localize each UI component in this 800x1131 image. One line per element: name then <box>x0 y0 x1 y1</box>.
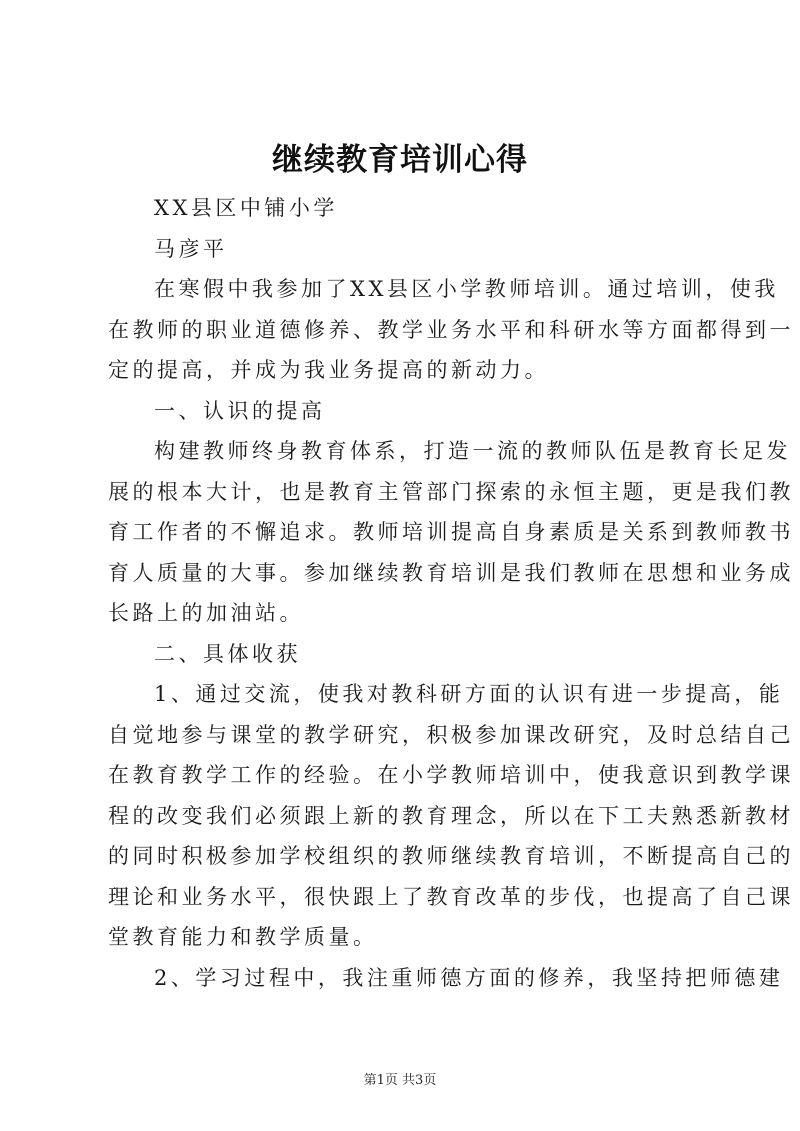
text-line: 的同时积极参加学校组织的教师继续教育培训，不断提高自己的 <box>108 844 794 868</box>
text-line: 在教师的职业道德修养、教学业务水平和科研水等方面都得到一 <box>108 317 794 342</box>
text-line: 一、认识的提高 <box>154 398 326 423</box>
text-line: 2、学习过程中，我注重师德方面的修养，我坚持把师德建 <box>154 965 784 990</box>
text-line: 在寒假中我参加了XX县区小学教师培训。通过培训，使我 <box>154 277 779 301</box>
document-title: 继续教育培训心得 <box>272 142 528 178</box>
text-line: 二、具体收获 <box>154 641 301 666</box>
text-line: 理论和业务水平，很快跟上了教育改革的步伐，也提高了自己课 <box>108 884 794 909</box>
page-footer: 第1页 共3页 <box>363 1073 437 1088</box>
text-line: 育工作者的不懈追求。教师培训提高自身素质是关系到教师教书 <box>108 520 794 544</box>
text-line: 堂教育能力和教学质量。 <box>108 925 378 949</box>
text-line: 定的提高，并成为我业务提高的新动力。 <box>108 358 549 382</box>
text-line: 构建教师终身教育体系，打造一流的教师队伍是教育长足发 <box>154 439 791 463</box>
text-line: 在教育教学工作的经验。在小学教师培训中，使我意识到教学课 <box>108 763 794 787</box>
text-line: 程的改变我们必须跟上新的教育理念，所以在下工夫熟悉新教材 <box>108 803 794 828</box>
text-line: 长路上的加油站。 <box>108 601 304 625</box>
document-body <box>108 188 794 998</box>
text-line: XX县区中铺小学 <box>154 196 338 220</box>
text-line: 马彦平 <box>154 236 228 261</box>
text-line: 自觉地参与课堂的教学研究，积极参加课改研究，及时总结自己 <box>108 722 794 747</box>
text-line: 育人质量的大事。参加继续教育培训是我们教师在思想和业务成 <box>108 560 794 585</box>
text-line: 1、通过交流，使我对教科研方面的认识有进一步提高，能 <box>154 682 784 706</box>
text-line: 展的根本大计，也是教育主管部门探索的永恒主题，更是我们教 <box>108 479 794 504</box>
